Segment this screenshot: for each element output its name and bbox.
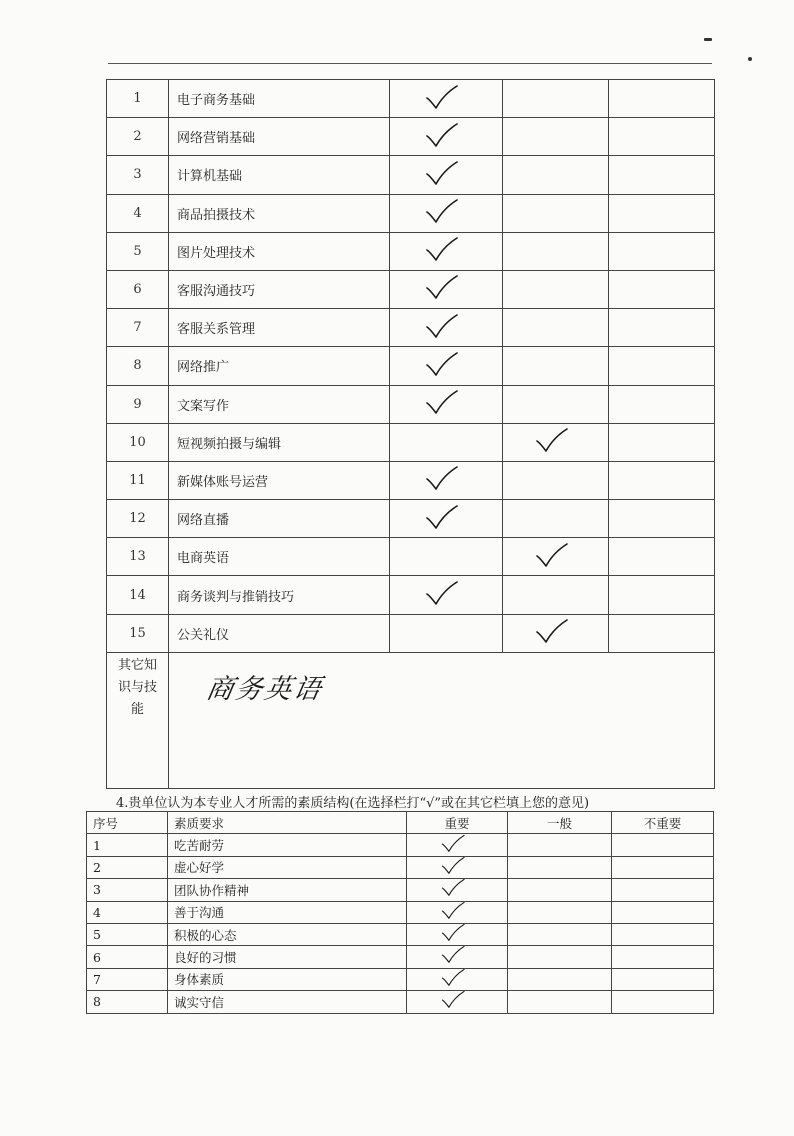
knowledge-row — [107, 500, 715, 538]
other-skills-row — [107, 652, 715, 788]
quality-item-name: 虚心好学 — [168, 856, 407, 878]
choice-cell-unimportant[interactable] — [609, 80, 715, 118]
knowledge-row-number: 6 — [107, 270, 169, 308]
knowledge-row — [107, 118, 715, 156]
handwritten-check-icon — [425, 198, 459, 224]
choice-cell-general[interactable] — [503, 614, 609, 652]
handwritten-check-icon — [441, 878, 465, 897]
choice-cell-important[interactable] — [390, 423, 503, 461]
choice-cell-important[interactable] — [390, 385, 503, 423]
choice-cell-important[interactable] — [390, 500, 503, 538]
choice-cell-general[interactable] — [508, 879, 612, 901]
knowledge-item-name: 公关礼仪 — [169, 614, 390, 652]
choice-cell-unimportant[interactable] — [612, 991, 714, 1013]
knowledge-row-number: 15 — [107, 614, 169, 652]
choice-cell-general[interactable] — [503, 576, 609, 614]
knowledge-row — [107, 347, 715, 385]
quality-row-number: 8 — [87, 991, 168, 1013]
quality-item-name: 积极的心态 — [168, 923, 407, 945]
choice-cell-general[interactable] — [503, 118, 609, 156]
quality-row — [87, 946, 714, 968]
knowledge-row — [107, 423, 715, 461]
quality-row-number: 1 — [87, 834, 168, 856]
knowledge-row — [107, 461, 715, 499]
scan-mark — [704, 38, 712, 41]
knowledge-row — [107, 156, 715, 194]
knowledge-row — [107, 80, 715, 118]
quality-header-row — [87, 812, 714, 834]
choice-cell-important[interactable] — [390, 347, 503, 385]
handwritten-check-icon — [441, 990, 465, 1009]
quality-row — [87, 991, 714, 1013]
choice-cell-important[interactable] — [407, 879, 508, 901]
knowledge-item-name: 电商英语 — [169, 538, 390, 576]
choice-cell-general[interactable] — [503, 309, 609, 347]
handwritten-check-icon — [425, 122, 459, 148]
knowledge-row-number: 13 — [107, 538, 169, 576]
choice-cell-unimportant[interactable] — [612, 856, 714, 878]
quality-row-number: 2 — [87, 856, 168, 878]
choice-cell-general[interactable] — [508, 856, 612, 878]
quality-row — [87, 834, 714, 856]
knowledge-row-number: 12 — [107, 500, 169, 538]
other-skills-cell[interactable] — [169, 652, 715, 788]
quality-item-name: 良好的习惯 — [168, 946, 407, 968]
handwritten-check-icon — [535, 542, 569, 568]
knowledge-item-name: 短视频拍摄与编辑 — [169, 423, 390, 461]
choice-cell-general[interactable] — [508, 968, 612, 990]
handwritten-check-icon — [441, 834, 465, 853]
choice-cell-general[interactable] — [503, 194, 609, 232]
knowledge-item-name: 商务谈判与推销技巧 — [169, 576, 390, 614]
other-skills-label — [107, 652, 169, 788]
knowledge-row-number: 10 — [107, 423, 169, 461]
knowledge-row — [107, 270, 715, 308]
choice-cell-important[interactable] — [407, 923, 508, 945]
handwritten-check-icon — [441, 901, 465, 920]
choice-cell-important[interactable] — [390, 80, 503, 118]
quality-row — [87, 856, 714, 878]
choice-cell-unimportant[interactable] — [612, 923, 714, 945]
quality-row-number: 5 — [87, 923, 168, 945]
quality-item-name: 团队协作精神 — [168, 879, 407, 901]
choice-cell-unimportant[interactable] — [609, 118, 715, 156]
choice-cell-unimportant[interactable] — [609, 461, 715, 499]
choice-cell-unimportant[interactable] — [609, 576, 715, 614]
handwritten-check-icon — [535, 618, 569, 644]
choice-cell-important[interactable] — [390, 118, 503, 156]
header-name: 素质要求 — [168, 812, 407, 834]
knowledge-item-name: 计算机基础 — [169, 156, 390, 194]
knowledge-item-name: 文案写作 — [169, 385, 390, 423]
handwritten-check-icon — [425, 274, 459, 300]
choice-cell-unimportant[interactable] — [609, 614, 715, 652]
section-4-title: 4.贵单位认为本专业人才所需的素质结构(在选择栏打“√”或在其它栏填上您的意见) — [116, 796, 590, 811]
knowledge-item-name: 电子商务基础 — [169, 80, 390, 118]
choice-cell-general[interactable] — [503, 347, 609, 385]
quality-item-name: 善于沟通 — [168, 901, 407, 923]
choice-cell-unimportant[interactable] — [609, 270, 715, 308]
handwritten-check-icon — [425, 236, 459, 262]
quality-row — [87, 968, 714, 990]
handwritten-check-icon — [535, 427, 569, 453]
scan-dot — [748, 57, 752, 61]
choice-cell-important[interactable] — [407, 946, 508, 968]
handwritten-check-icon — [425, 389, 459, 415]
knowledge-item-name: 商品拍摄技术 — [169, 194, 390, 232]
choice-cell-general[interactable] — [503, 423, 609, 461]
quality-item-name: 身体素质 — [168, 968, 407, 990]
header-general: 一般 — [508, 812, 612, 834]
choice-cell-important[interactable] — [390, 576, 503, 614]
choice-cell-general[interactable] — [503, 500, 609, 538]
knowledge-row-number: 9 — [107, 385, 169, 423]
quality-item-name: 诚实守信 — [168, 991, 407, 1013]
knowledge-row — [107, 232, 715, 270]
handwritten-check-icon — [425, 504, 459, 530]
handwritten-check-icon — [441, 856, 465, 875]
choice-cell-important[interactable] — [390, 614, 503, 652]
knowledge-row — [107, 614, 715, 652]
quality-row — [87, 879, 714, 901]
choice-cell-important[interactable] — [407, 901, 508, 923]
handwritten-check-icon — [425, 465, 459, 491]
choice-cell-general[interactable] — [503, 156, 609, 194]
choice-cell-general[interactable] — [508, 834, 612, 856]
knowledge-item-name: 图片处理技术 — [169, 232, 390, 270]
knowledge-row-number: 11 — [107, 461, 169, 499]
knowledge-item-name: 网络直播 — [169, 500, 390, 538]
other-label-line: 其它知 — [117, 657, 157, 673]
choice-cell-unimportant[interactable] — [609, 194, 715, 232]
choice-cell-unimportant[interactable] — [609, 232, 715, 270]
handwritten-answer: 商务英语 — [203, 673, 326, 705]
choice-cell-general[interactable] — [503, 270, 609, 308]
handwritten-check-icon — [425, 313, 459, 339]
knowledge-row-number: 2 — [107, 118, 169, 156]
choice-cell-unimportant[interactable] — [612, 946, 714, 968]
knowledge-item-name: 客服沟通技巧 — [169, 270, 390, 308]
header-num: 序号 — [87, 812, 168, 834]
choice-cell-unimportant[interactable] — [609, 385, 715, 423]
other-label-line: 能 — [130, 701, 144, 717]
choice-cell-important[interactable] — [390, 270, 503, 308]
choice-cell-important[interactable] — [407, 968, 508, 990]
choice-cell-unimportant[interactable] — [612, 901, 714, 923]
quality-row-number: 7 — [87, 968, 168, 990]
choice-cell-important[interactable] — [390, 538, 503, 576]
quality-structure-table — [86, 811, 714, 1014]
knowledge-row — [107, 385, 715, 423]
knowledge-row — [107, 194, 715, 232]
choice-cell-general[interactable] — [503, 538, 609, 576]
other-label-line: 识与技 — [117, 679, 157, 695]
choice-cell-unimportant[interactable] — [609, 156, 715, 194]
choice-cell-general[interactable] — [508, 991, 612, 1013]
handwritten-check-icon — [441, 945, 465, 964]
choice-cell-important[interactable] — [407, 834, 508, 856]
quality-row — [87, 901, 714, 923]
knowledge-item-name: 网络推广 — [169, 347, 390, 385]
choice-cell-general[interactable] — [508, 946, 612, 968]
choice-cell-unimportant[interactable] — [612, 879, 714, 901]
choice-cell-important[interactable] — [390, 232, 503, 270]
quality-row-number: 4 — [87, 901, 168, 923]
knowledge-item-name: 客服关系管理 — [169, 309, 390, 347]
quality-item-name: 吃苦耐劳 — [168, 834, 407, 856]
knowledge-row-number: 7 — [107, 309, 169, 347]
knowledge-row-number: 5 — [107, 232, 169, 270]
knowledge-row — [107, 576, 715, 614]
choice-cell-important[interactable] — [407, 991, 508, 1013]
choice-cell-unimportant[interactable] — [612, 968, 714, 990]
handwritten-check-icon — [425, 160, 459, 186]
handwritten-check-icon — [441, 923, 465, 942]
choice-cell-important[interactable] — [407, 856, 508, 878]
choice-cell-unimportant[interactable] — [612, 834, 714, 856]
knowledge-row-number: 8 — [107, 347, 169, 385]
choice-cell-general[interactable] — [508, 923, 612, 945]
choice-cell-general[interactable] — [503, 80, 609, 118]
knowledge-row — [107, 538, 715, 576]
quality-row-number: 6 — [87, 946, 168, 968]
header-important: 重要 — [407, 812, 508, 834]
header-unimportant: 不重要 — [612, 812, 714, 834]
choice-cell-important[interactable] — [390, 461, 503, 499]
handwritten-check-icon — [425, 580, 459, 606]
knowledge-item-name: 新媒体账号运营 — [169, 461, 390, 499]
choice-cell-unimportant[interactable] — [609, 347, 715, 385]
knowledge-skills-table — [106, 79, 715, 789]
choice-cell-important[interactable] — [390, 309, 503, 347]
choice-cell-unimportant[interactable] — [609, 309, 715, 347]
handwritten-check-icon — [425, 84, 459, 110]
choice-cell-important[interactable] — [390, 156, 503, 194]
header-rule — [108, 63, 712, 64]
choice-cell-general[interactable] — [503, 461, 609, 499]
knowledge-item-name: 网络营销基础 — [169, 118, 390, 156]
choice-cell-important[interactable] — [390, 194, 503, 232]
knowledge-row-number: 4 — [107, 194, 169, 232]
quality-row — [87, 923, 714, 945]
choice-cell-unimportant[interactable] — [609, 500, 715, 538]
choice-cell-general[interactable] — [503, 385, 609, 423]
knowledge-row-number: 3 — [107, 156, 169, 194]
choice-cell-unimportant[interactable] — [609, 538, 715, 576]
choice-cell-unimportant[interactable] — [609, 423, 715, 461]
quality-row-number: 3 — [87, 879, 168, 901]
knowledge-row — [107, 309, 715, 347]
handwritten-check-icon — [441, 968, 465, 987]
choice-cell-general[interactable] — [503, 232, 609, 270]
choice-cell-general[interactable] — [508, 901, 612, 923]
knowledge-row-number: 14 — [107, 576, 169, 614]
knowledge-row-number: 1 — [107, 80, 169, 118]
handwritten-check-icon — [425, 351, 459, 377]
